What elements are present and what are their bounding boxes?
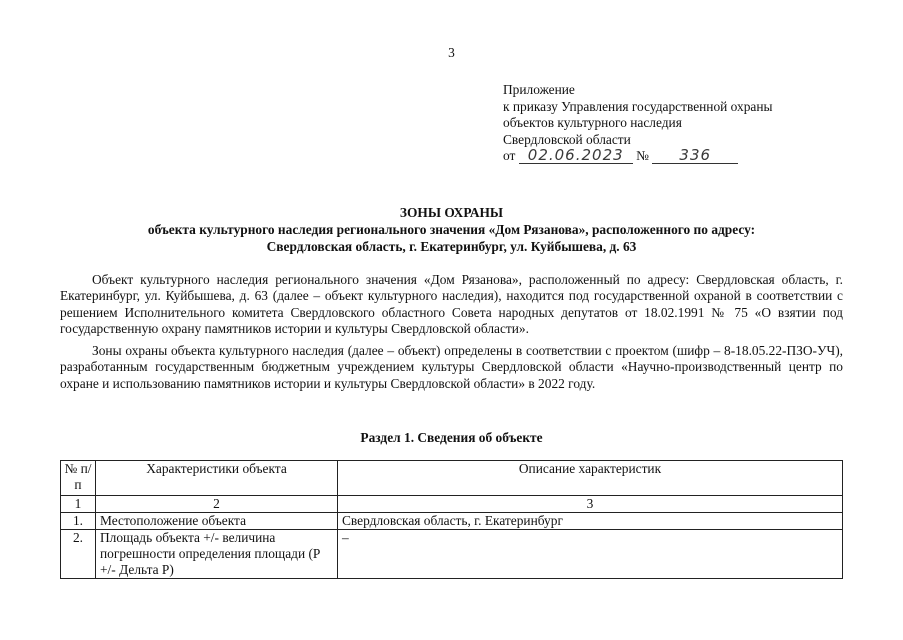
number-label: № [636, 148, 649, 164]
handwritten-order-number: 336 [679, 146, 712, 165]
appendix-date-line [503, 148, 843, 165]
table-row [61, 513, 843, 530]
numbering-cell-3: 3 [338, 496, 843, 513]
paragraph-1 [60, 272, 843, 337]
row-characteristic: Местоположение объекта [96, 513, 338, 530]
appendix-line-2: к приказу Управления государственной охраны [503, 98, 773, 114]
numbering-cell-2: 2 [96, 496, 338, 513]
appendix-line-1: Приложение [503, 82, 575, 97]
header-number: № п/п [61, 461, 96, 496]
appendix-block [503, 82, 843, 165]
row-number: 2. [61, 530, 96, 579]
header-description: Описание характеристик [338, 461, 843, 496]
row-description: – [338, 530, 843, 579]
row-description: Свердловская область, г. Екатеринбург [338, 513, 843, 530]
table-row [61, 530, 843, 579]
row-characteristic: Площадь объекта +/- величина погрешности определения площади (P +/- Дельта P) [96, 530, 338, 579]
section-title: Раздел 1. Сведения об объекте [360, 430, 543, 445]
document-title [60, 204, 843, 255]
order-number-field [652, 148, 738, 164]
date-field [519, 148, 633, 164]
table-numbering-row [61, 496, 843, 513]
paragraph-2-text: Зоны охраны объекта культурного наследия (далее – объект) определены в соответствии с проектом (шифр – 8-18.05.22-ПЗО-УЧ), разработанным государственным бюджетным учреждением культуры Свердловской области «Научно-производственный центр по охране и использованию памятников истории и культуры Свердловской области» в 2022 году. [60, 343, 843, 391]
row-number: 1. [61, 513, 96, 530]
header-characteristics: Характеристики объекта [96, 461, 338, 496]
handwritten-date: 02.06.2023 [527, 146, 624, 165]
appendix-line-3: объектов культурного наследия [503, 115, 682, 131]
object-info-table [60, 460, 843, 579]
title-line-3: Свердловская область, г. Екатеринбург, ул. Куйбышева, д. 63 [266, 239, 637, 254]
paragraph-1-text: Объект культурного наследия регионального значения «Дом Рязанова», расположенный по адресу: Свердловская область, г. Екатеринбург, ул. Куйбышева, д. 63 (далее – объект культурного наследия), находится под государственной охраной в соответствии с решением Исполнительного комитета Свердловского областного Совета народных депутатов от 18.02.1991 № 75 «О взятии под государственную охрану памятников истории и культуры Свердловской области». [60, 272, 843, 336]
from-label: от [503, 148, 516, 164]
page-number: 3 [448, 45, 455, 60]
title-line-1: ЗОНЫ ОХРАНЫ [399, 205, 504, 220]
appendix-line-4: Свердловской области [503, 131, 631, 147]
numbering-cell-1: 1 [61, 496, 96, 513]
title-line-2: объекта культурного наследия регионального значения «Дом Рязанова», расположенного по адресу: [147, 222, 756, 237]
table-header-row [61, 461, 843, 496]
paragraph-2 [60, 343, 843, 392]
